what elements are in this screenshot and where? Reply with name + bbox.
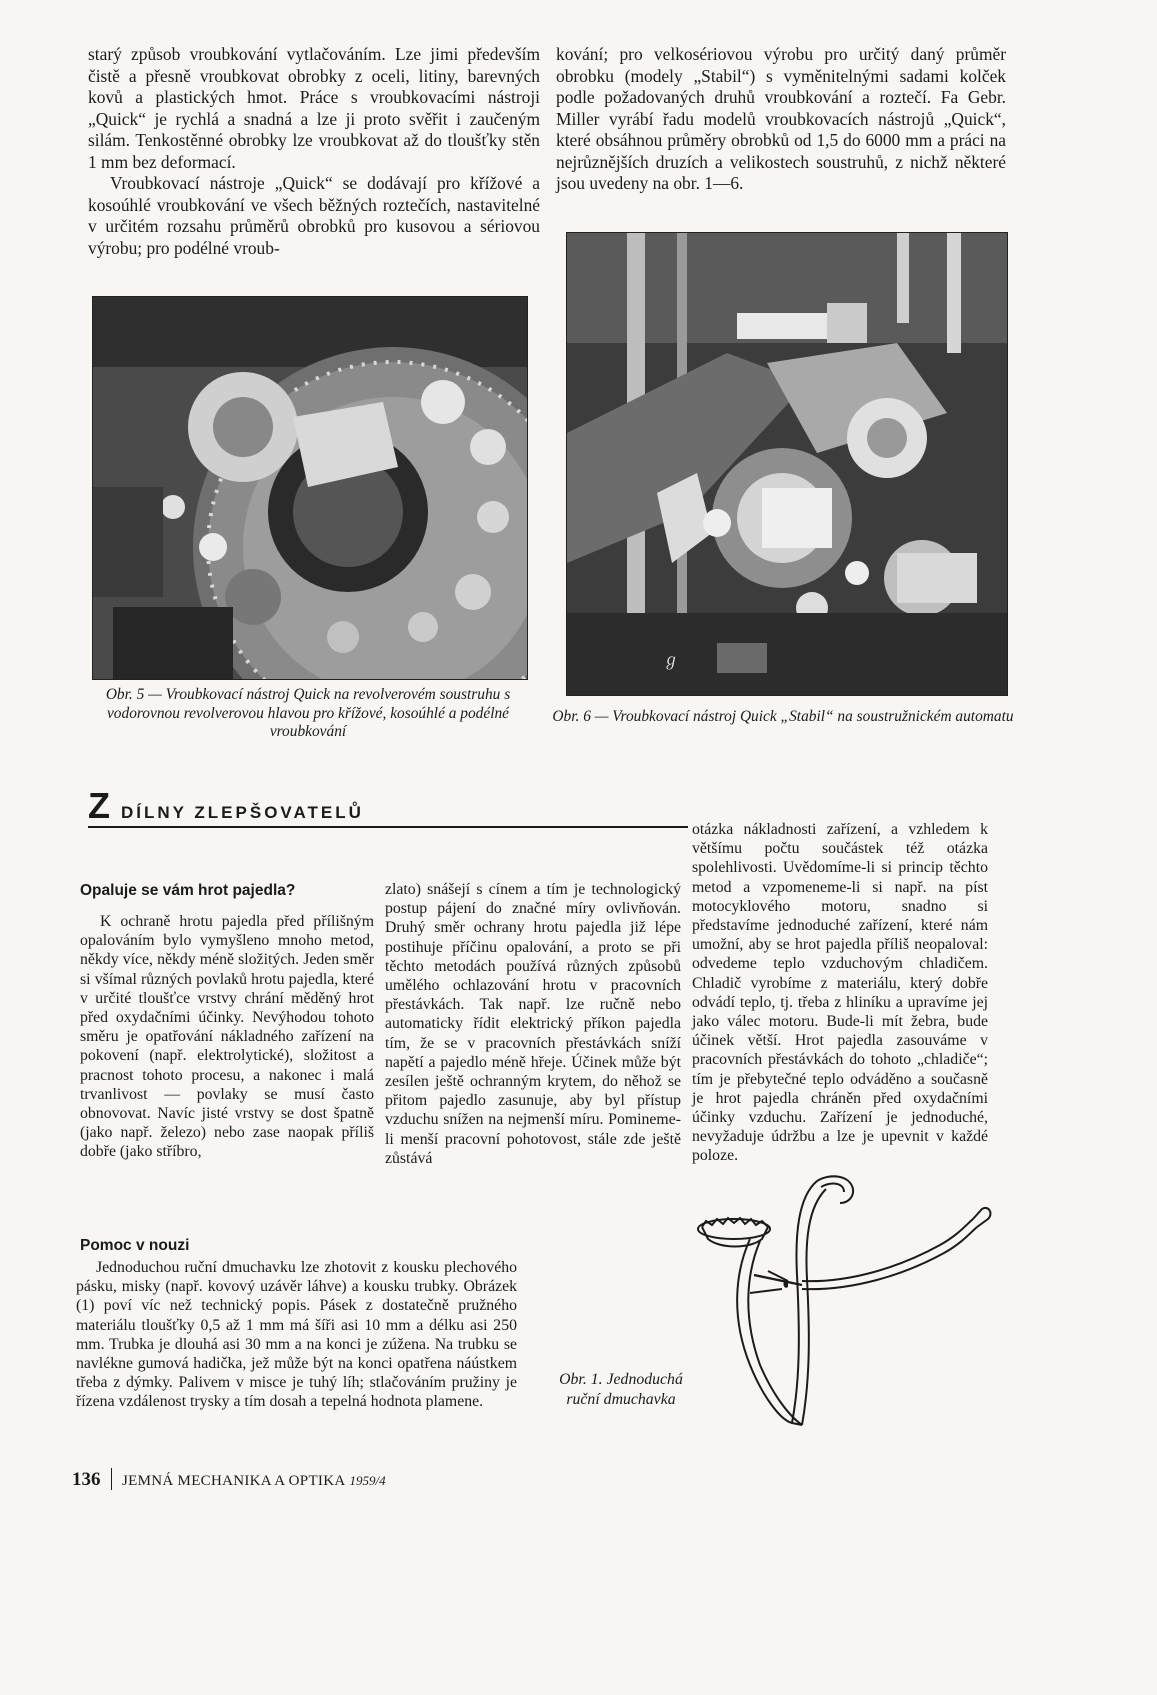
article-2-body bbox=[76, 1258, 517, 1412]
page-number: 136 bbox=[72, 1469, 101, 1490]
issue-number: 1959/4 bbox=[349, 1473, 386, 1488]
paragraph: starý způsob vroubkování vytlačováním. Lze jimi především čistě a přesně vroubkovat obrobky z oceli, litiny, barevných kovů a plastických hmot. Práce s vroubkovacími nástroji „Quick“ je rychlá a snadná a lze ji proto svěřit i zaučeným silám. Tenkostěnné obrobky lze vroubkovat až do tloušťky stěn 1 mm bez deformací. bbox=[88, 44, 540, 172]
top-right-column bbox=[556, 44, 1006, 195]
footer-divider bbox=[111, 1468, 113, 1490]
paragraph: Jednoduchou ruční dmuchavku lze zhotovit z kousku plechového pásku, misky (např. kovový uzávěr láhve) a kousku trubky. Obrázek (1) poví víc než technický popis. Pásek z dostatečně pružného materiálu tloušťky 0,5 až 1 mm má šíři asi 10 mm a délku asi 250 mm. Trubka je dlouhá asi 30 mm a na konci je zúžena. Na trubku se navlékne gumová hadička, jež může být na konci opatřena náústkem třeba z dýmky. Palivem v misce je tuhý líh; stlačováním pružiny je řízena vzdálenost trysky a tím dosah a tepelná hodnota plamene. bbox=[76, 1259, 517, 1411]
figure-1-caption bbox=[536, 1370, 706, 1410]
figure-6-mark: ℊ bbox=[663, 652, 680, 669]
article-1-col-2 bbox=[385, 880, 681, 1168]
figure-1-blowtorch-drawing bbox=[690, 1175, 1020, 1440]
figure-6-photo bbox=[566, 232, 1008, 696]
article-1-col-1 bbox=[80, 912, 374, 1162]
paragraph: K ochraně hrotu pajedla před přílišným opalováním bylo vymyšleno mnoho metod, někdy více, někdy méně složitých. Jeden směr si všímal různých povlaků hrotu pajedla, které v určité tloušťce vrstvy chrání měděný hrot před oxydačními účinky. Nevýhodou tohoto směru je opatřování nákladného zařízení na pokovení (např. elektrolytické), složitost a pracnost tohoto procesu, a nakonec i malá trvanlivost — povlaky se musí často obnovovat. Navíc jisté vrstvy se dost špatně (jako např. železo) nebo zase naopak příliš dobře (jako stříbro, bbox=[80, 913, 374, 1161]
article-1-col-3 bbox=[692, 820, 988, 1166]
paragraph: otázka nákladnosti zařízení, a vzhledem k většímu počtu součástek též otázka spolehlivosti. Uvědomíme-li si princip těchto metod a vzpomeneme-li si např. na píst motocyklového motoru, snadno si představíme jednoduché zařízení, které nám umožní, aby se hrot pajedla příliš neopaloval: odvedeme teplo vzduchovým chladičem. Chladič vyrobíme z materiálu, který dobře odvádí teplo, tj. třeba z hliníku a upravíme jej jako válec motoru. Bude-li mít žebra, bude účinek větší. Hrot pajedla zasouváme v pracovních přestávkách do tohoto „chladiče“; tím je přebytečné teplo odváděno a současně je hrot pajedla chráněn před oxydačními účinky vzduchu. Zařízení je jednoduché, nevyžaduje údržbu a lze je upevnit v každé poloze. bbox=[692, 821, 988, 1165]
paragraph: kování; pro velkosériovou výrobu pro určitý daný průměr obrobku (modely „Stabil“) s vyměnitelnými sadami kolček podle požadovaných druhů vroubkování a roztečí. Fa Gebr. Miller vyrábí řadu modelů vroubkovacích nástrojů „Quick“, které obsáhnou průměry obrobků od 1,5 do 6000 mm a práci na nejrůznějších druzích a velikostech soustruhů, z nichž některé jsou uvedeny na obr. 1—6. bbox=[556, 44, 1006, 193]
figure-5-photo bbox=[92, 296, 528, 680]
article-2-heading: Pomoc v nouzi bbox=[80, 1237, 190, 1254]
section-heading bbox=[88, 785, 688, 825]
figure-5-caption: Obr. 5 — Vroubkovací nástroj Quick na revolverovém soustruhu s vodorovnou revolverovou hlavou pro křížové, kosoúhlé a podélné vroubkování bbox=[105, 686, 511, 740]
figure-6-caption: Obr. 6 — Vroubkovací nástroj Quick „Stabil“ na soustružnickém automatu bbox=[552, 708, 1014, 725]
top-left-column bbox=[88, 44, 540, 259]
section-title: DÍLNY ZLEPŠOVATELŮ bbox=[121, 803, 364, 822]
paragraph: Vroubkovací nástroje „Quick“ se dodávají pro křížové a kosoúhlé vroubkování ve všech běžných roztečích, nastavitelné v určitém rozsahu průměrů obrobků pro kusovou a sériovou výrobu; pro podélné vroub- bbox=[88, 173, 540, 258]
section-initial: Z bbox=[88, 785, 113, 826]
figure-1-caption-line-1: Obr. 1. Jednoduchá bbox=[559, 1371, 683, 1388]
journal-name: JEMNÁ MECHANIKA A OPTIKA bbox=[122, 1473, 346, 1489]
figure-1-caption-line-2: ruční dmuchavka bbox=[566, 1391, 676, 1408]
article-1-heading: Opaluje se vám hrot pajedla? bbox=[80, 882, 296, 899]
section-underline bbox=[88, 826, 688, 828]
page-footer bbox=[72, 1468, 386, 1491]
paragraph: zlato) snášejí s cínem a tím je technologický postup pájení do značné míry ovlivňován. Druhý směr ochrany hrotu pajedla již lépe postihuje příčinu opalování, a proto se při těchto metodách používá různých způsobů umělého ochlazování hrotu v pracovních přestávkách. Tak např. lze ručně nebo automaticky řídit elektrický příkon pajedla tím, že se v pracovních přestávkách sníží napětí a pajedlo méně hřeje. Účinek může být zesílen ještě ochranným krytem, do něhož se přitom pajedlo zasunuje, aby byl přístup vzduchu snížen na nejmenší míru. Pomineme-li menší pracovní pohotovost, stále zde ještě zůstává bbox=[385, 881, 681, 1167]
